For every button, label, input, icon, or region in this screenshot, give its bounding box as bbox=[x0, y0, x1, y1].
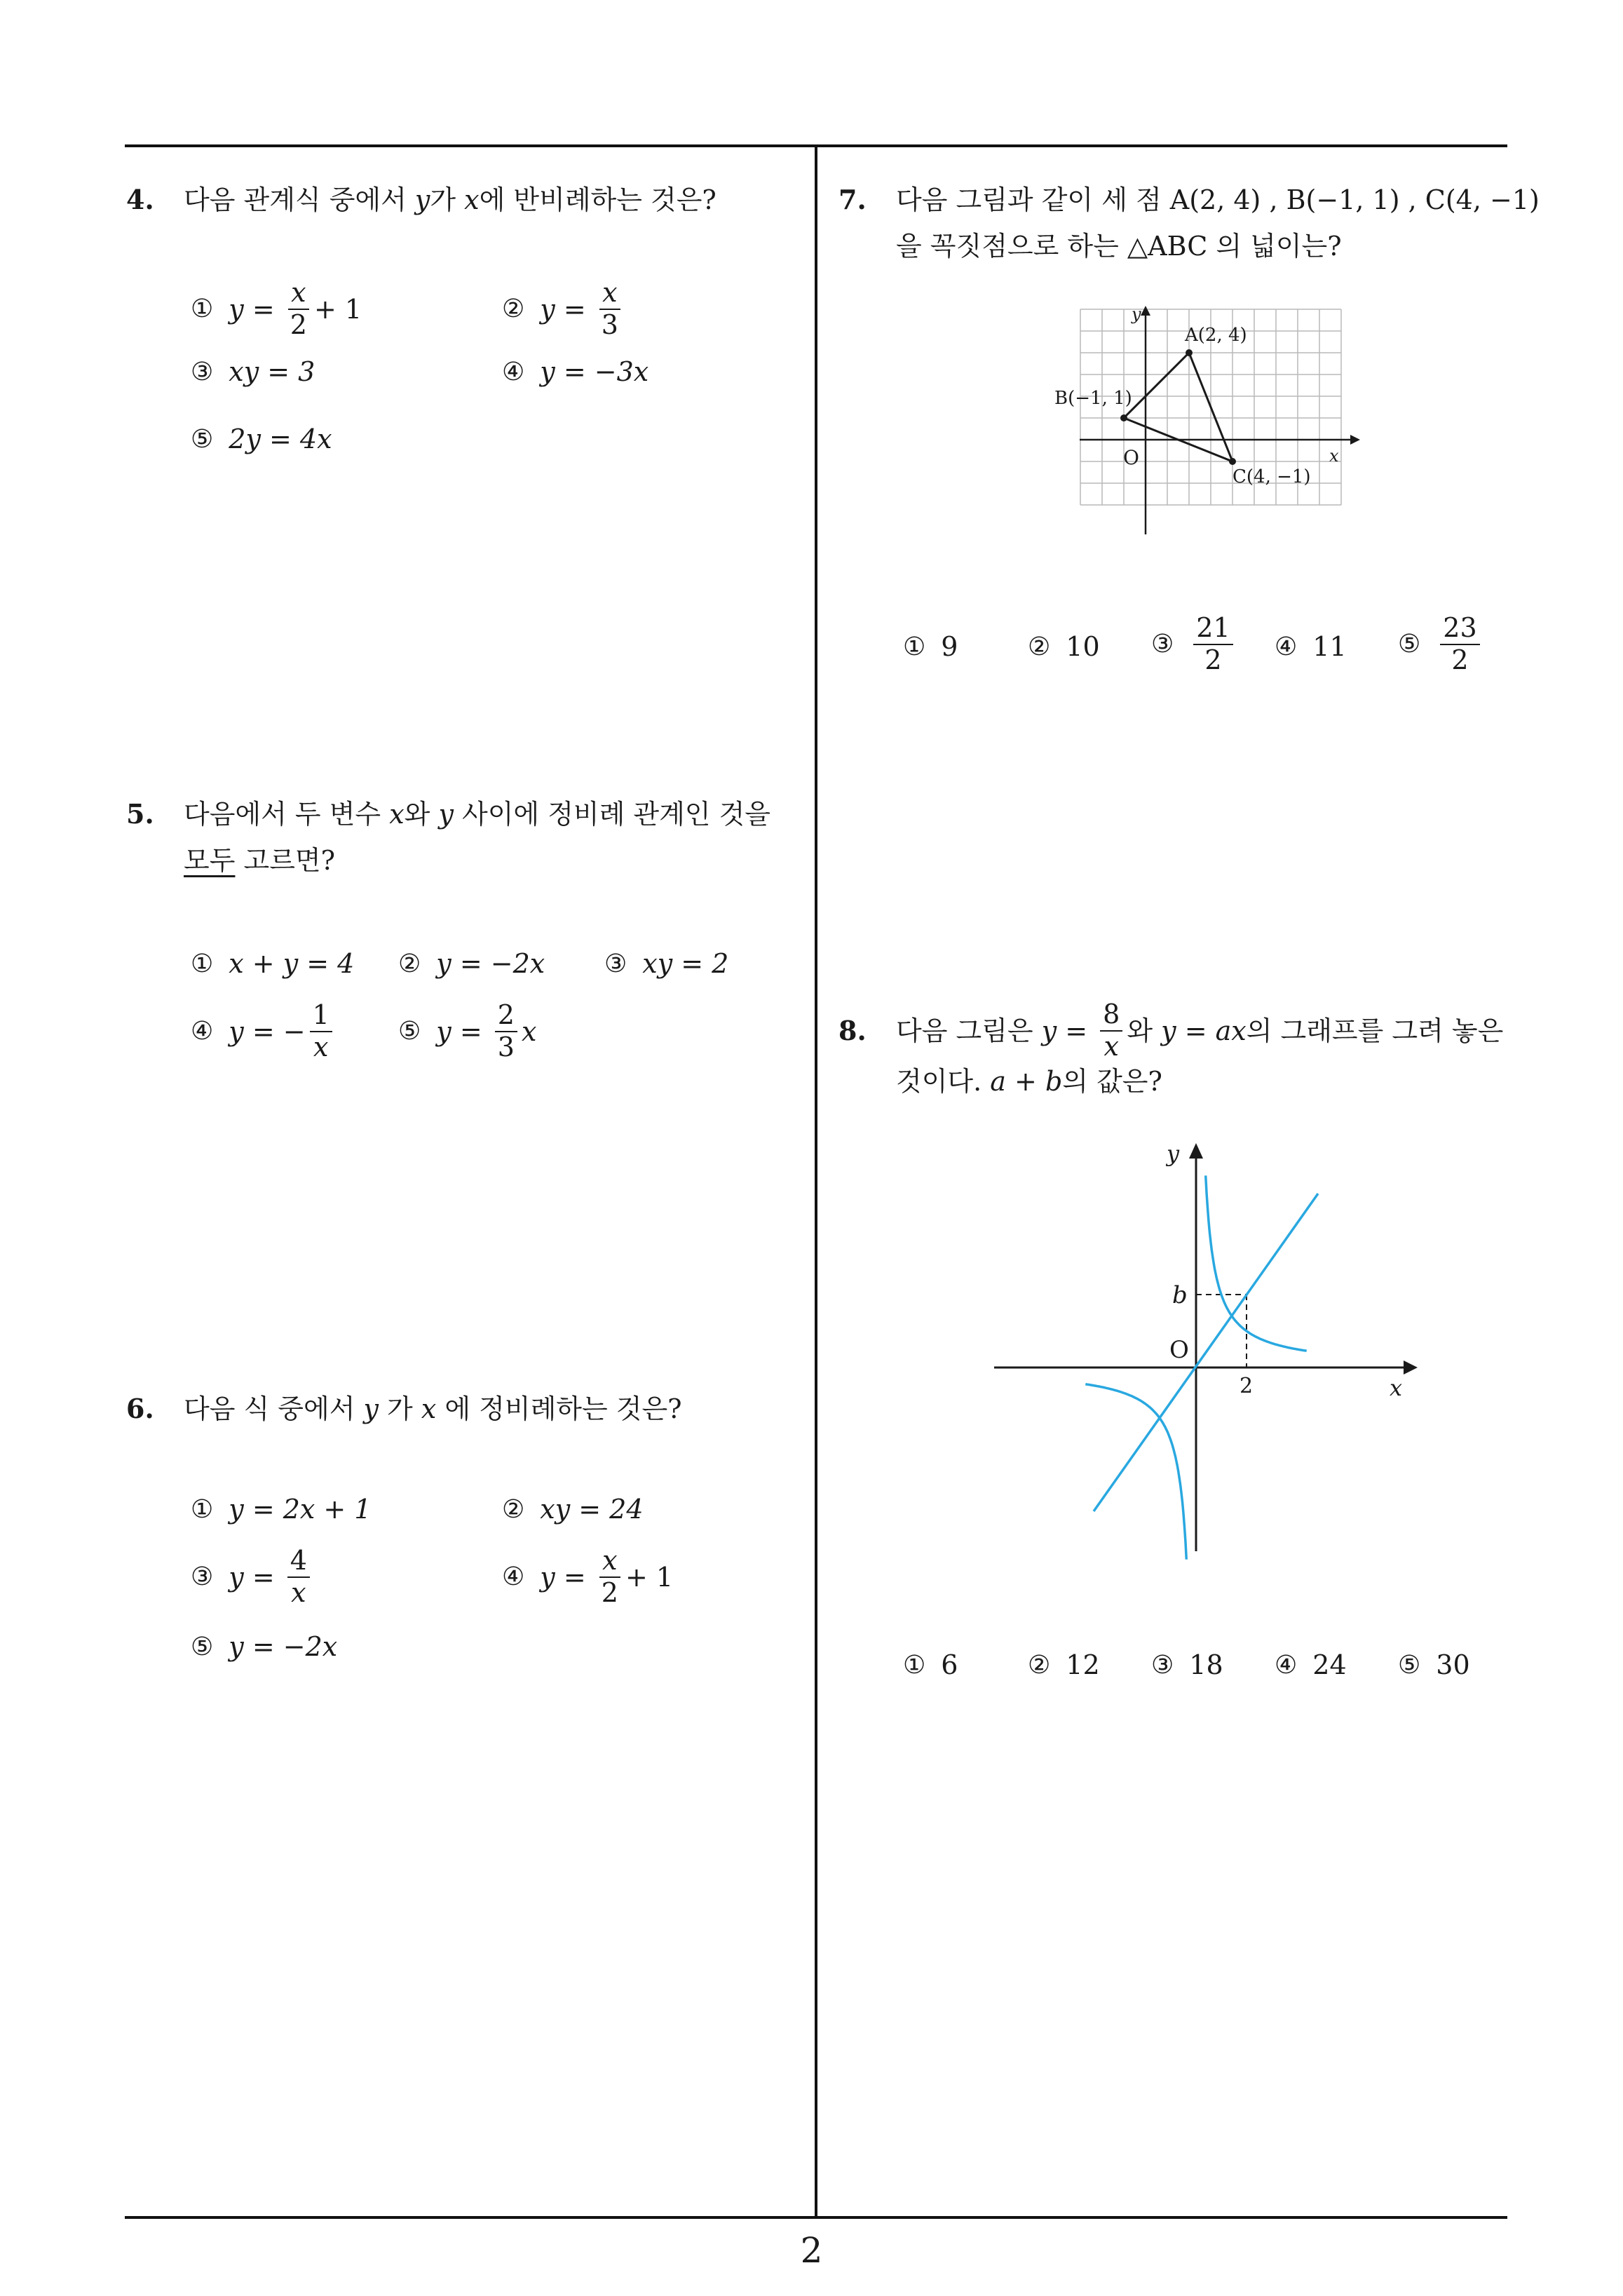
q5-option-2[interactable] bbox=[398, 948, 545, 979]
option-marker: ⑤ bbox=[191, 1632, 214, 1661]
fraction bbox=[599, 279, 621, 339]
option-text: x + y = 4 bbox=[229, 948, 355, 979]
bottom-rule bbox=[125, 2216, 1507, 2219]
stem-text: 의 값은? bbox=[1062, 1066, 1162, 1097]
stem-text: 에 정비례하는 것은? bbox=[436, 1393, 682, 1424]
option-marker: ⑤ bbox=[191, 424, 214, 454]
label-origin: O bbox=[1169, 1336, 1189, 1364]
hyperbola-branch-1 bbox=[1206, 1175, 1307, 1351]
question-stem bbox=[896, 177, 1540, 269]
stem-line-1: 다음 그림과 같이 세 점 A(2, 4) , B(−1, 1) , C(4, −1) bbox=[896, 184, 1540, 215]
x-axis-arrow-icon bbox=[1404, 1360, 1418, 1375]
option-text: y = bbox=[540, 1561, 595, 1593]
stem-text: 에 반비례하는 것은? bbox=[479, 184, 717, 215]
stem-text: 와 bbox=[404, 799, 439, 830]
option-text: 2y = 4x bbox=[229, 424, 332, 454]
stem-line-2 bbox=[896, 1062, 1540, 1101]
question-number: 7. bbox=[838, 184, 867, 215]
denominator: 3 bbox=[497, 1031, 515, 1062]
numerator: x bbox=[288, 279, 308, 310]
option-marker: ④ bbox=[502, 357, 525, 386]
numerator: x bbox=[599, 279, 620, 310]
fraction bbox=[1440, 614, 1479, 675]
option-marker: ② bbox=[1028, 1650, 1051, 1680]
option-text: 30 bbox=[1436, 1649, 1470, 1680]
q7-option-1[interactable] bbox=[903, 631, 958, 662]
hyperbola-branch-2 bbox=[1085, 1384, 1186, 1560]
denominator: x bbox=[313, 1031, 329, 1062]
question-number: 6. bbox=[126, 1393, 154, 1424]
option-marker: ③ bbox=[1151, 1650, 1174, 1680]
q6-option-4[interactable] bbox=[502, 1547, 673, 1607]
q4-option-4[interactable] bbox=[502, 356, 648, 387]
stem-line-2 bbox=[184, 837, 813, 884]
var-x: x bbox=[421, 1393, 437, 1424]
option-text: 10 bbox=[1066, 631, 1100, 662]
label-a: A(2, 4) bbox=[1185, 325, 1247, 346]
var-x: x bbox=[464, 184, 480, 215]
option-text: 6 bbox=[941, 1649, 958, 1680]
option-marker: ④ bbox=[1275, 1650, 1298, 1680]
q4-option-5[interactable] bbox=[191, 424, 332, 454]
equation-text: y = ax bbox=[1161, 1015, 1247, 1046]
question-number: 8. bbox=[838, 1015, 867, 1046]
q8-option-3[interactable] bbox=[1151, 1649, 1223, 1680]
option-marker: ① bbox=[903, 1650, 926, 1680]
numerator: 2 bbox=[495, 1001, 517, 1032]
q5-option-4[interactable] bbox=[191, 1001, 337, 1062]
option-text: x bbox=[521, 1015, 537, 1047]
q6-option-5[interactable] bbox=[191, 1631, 337, 1662]
numerator: 23 bbox=[1440, 614, 1479, 645]
y-axis-arrow-icon bbox=[1189, 1143, 1203, 1159]
option-marker: ④ bbox=[1275, 632, 1298, 661]
var-x: x bbox=[389, 799, 405, 830]
option-text: y = −2x bbox=[436, 948, 545, 979]
q4-option-2[interactable] bbox=[502, 279, 625, 339]
question-5 bbox=[126, 791, 813, 884]
stem-text: 와 bbox=[1127, 1015, 1162, 1046]
question-number: 4. bbox=[126, 184, 154, 215]
fraction bbox=[287, 1547, 310, 1607]
stem-line-1 bbox=[184, 791, 813, 837]
q7-option-2[interactable] bbox=[1028, 631, 1100, 662]
q8-option-5[interactable] bbox=[1398, 1649, 1470, 1680]
point-a bbox=[1186, 349, 1193, 356]
option-text: xy = 24 bbox=[540, 1494, 644, 1525]
option-text: y = −3x bbox=[540, 356, 649, 387]
line-y-ax bbox=[1094, 1194, 1318, 1511]
option-marker: ① bbox=[191, 295, 214, 324]
numerator: 1 bbox=[310, 1001, 332, 1032]
stem-text: 가 bbox=[430, 184, 465, 215]
stem-text: 사이에 정비례 관계인 것을 bbox=[453, 799, 771, 830]
denominator: 2 bbox=[1204, 644, 1222, 675]
question-stem bbox=[184, 791, 813, 884]
label-y-axis: y bbox=[1167, 1140, 1180, 1167]
label-origin: O bbox=[1123, 446, 1139, 469]
stem-text: 다음 관계식 중에서 bbox=[184, 184, 415, 215]
label-x-axis: x bbox=[1390, 1375, 1403, 1401]
var-y: y bbox=[363, 1393, 379, 1424]
fraction bbox=[1193, 614, 1232, 675]
option-marker: ② bbox=[502, 295, 525, 324]
label-y-axis: y bbox=[1132, 304, 1141, 324]
fraction bbox=[1100, 1001, 1122, 1061]
question-stem bbox=[184, 1386, 799, 1432]
equation-text: a + b bbox=[990, 1066, 1063, 1097]
q5-option-5[interactable] bbox=[398, 1001, 536, 1062]
equation-text: y = bbox=[1041, 1015, 1096, 1046]
label-2: 2 bbox=[1240, 1374, 1254, 1398]
question-number: 5. bbox=[126, 798, 154, 830]
option-marker: ② bbox=[398, 949, 421, 978]
label-c: C(4, −1) bbox=[1232, 466, 1311, 487]
question-6 bbox=[126, 1386, 799, 1432]
option-marker: ⑤ bbox=[398, 1017, 421, 1046]
q4-option-3[interactable] bbox=[191, 356, 315, 387]
stem-text: 다음 그림은 bbox=[896, 1015, 1042, 1046]
option-text: 24 bbox=[1312, 1649, 1347, 1680]
column-divider bbox=[815, 146, 817, 2217]
q8-option-4[interactable] bbox=[1275, 1649, 1347, 1680]
option-text: + 1 bbox=[313, 293, 362, 325]
option-text: y = − bbox=[229, 1015, 306, 1047]
q5-option-1[interactable] bbox=[191, 948, 354, 979]
triangle-grid-figure bbox=[1054, 304, 1360, 534]
option-text: y = bbox=[540, 293, 595, 325]
option-marker: ⑤ bbox=[1398, 1650, 1421, 1680]
option-marker: ③ bbox=[1151, 630, 1174, 659]
q7-option-5[interactable] bbox=[1398, 614, 1484, 675]
fraction bbox=[287, 279, 310, 339]
denominator: x bbox=[291, 1576, 306, 1608]
fraction bbox=[310, 1001, 332, 1062]
q8-option-1[interactable] bbox=[903, 1649, 958, 1680]
numerator: x bbox=[599, 1547, 620, 1578]
x-axis-arrow-icon bbox=[1350, 435, 1360, 445]
option-text: y = 2x + 1 bbox=[229, 1494, 372, 1525]
option-text: 11 bbox=[1312, 631, 1347, 662]
option-marker: ② bbox=[502, 1494, 525, 1524]
stem-text: 의 그래프를 그려 놓은 bbox=[1246, 1015, 1504, 1046]
numerator: 8 bbox=[1100, 1001, 1122, 1032]
option-text: xy = 2 bbox=[642, 948, 729, 979]
var-y: y bbox=[438, 799, 454, 830]
stem-line-2: 을 꼭짓점으로 하는 △ABC 의 넓이는? bbox=[896, 231, 1342, 262]
label-b: B(−1, 1) bbox=[1054, 388, 1132, 409]
page-number: 2 bbox=[800, 2230, 823, 2271]
q4-option-1[interactable] bbox=[191, 279, 362, 339]
option-text: y = −2x bbox=[229, 1631, 338, 1662]
question-7 bbox=[838, 177, 1540, 269]
option-marker: ④ bbox=[191, 1017, 214, 1046]
q7-option-4[interactable] bbox=[1275, 631, 1347, 662]
graph-figure bbox=[989, 1136, 1423, 1557]
stem-emphasis: 모두 bbox=[184, 845, 236, 876]
numerator: 21 bbox=[1193, 614, 1232, 645]
option-marker: ③ bbox=[191, 357, 214, 386]
q5-option-3[interactable] bbox=[604, 948, 728, 979]
fraction bbox=[495, 1001, 517, 1062]
option-marker: ⑤ bbox=[1398, 630, 1421, 659]
option-text: xy = 3 bbox=[229, 356, 315, 387]
q6-option-3[interactable] bbox=[191, 1547, 314, 1607]
question-stem bbox=[896, 1000, 1540, 1101]
q6-option-1[interactable] bbox=[191, 1494, 372, 1525]
fraction bbox=[599, 1547, 621, 1607]
stem-text: 다음 식 중에서 bbox=[184, 1393, 364, 1424]
option-text: 18 bbox=[1189, 1649, 1223, 1680]
option-marker: ① bbox=[191, 1494, 214, 1524]
question-8 bbox=[838, 1000, 1540, 1101]
question-4 bbox=[126, 177, 799, 223]
option-text: 12 bbox=[1066, 1649, 1100, 1680]
q7-option-3[interactable] bbox=[1151, 614, 1237, 675]
option-marker: ④ bbox=[502, 1562, 525, 1592]
stem-text: 가 bbox=[378, 1393, 421, 1424]
numerator: 4 bbox=[287, 1547, 310, 1578]
label-b: b bbox=[1172, 1281, 1188, 1309]
question-stem bbox=[184, 177, 799, 223]
denominator: 2 bbox=[290, 309, 307, 340]
option-text: y = bbox=[229, 293, 283, 325]
option-marker: ② bbox=[1028, 632, 1051, 661]
q8-option-2[interactable] bbox=[1028, 1649, 1100, 1680]
option-marker: ① bbox=[903, 632, 926, 661]
option-text: 9 bbox=[941, 631, 958, 662]
var-y: y bbox=[414, 184, 430, 215]
denominator: x bbox=[1103, 1031, 1119, 1062]
label-x-axis: x bbox=[1329, 446, 1339, 466]
option-marker: ③ bbox=[191, 1562, 214, 1592]
stem-line-1 bbox=[896, 1000, 1540, 1062]
triangle-abc bbox=[1124, 353, 1232, 461]
denominator: 2 bbox=[1451, 644, 1469, 675]
option-marker: ③ bbox=[604, 949, 627, 978]
option-marker: ① bbox=[191, 949, 214, 978]
point-c bbox=[1229, 458, 1236, 465]
denominator: 3 bbox=[601, 309, 618, 340]
denominator: 2 bbox=[601, 1576, 618, 1608]
option-text: y = bbox=[436, 1015, 491, 1047]
q6-option-2[interactable] bbox=[502, 1494, 644, 1525]
option-text: + 1 bbox=[625, 1561, 674, 1593]
option-text: y = bbox=[229, 1561, 283, 1593]
stem-text: 것이다. bbox=[896, 1066, 991, 1097]
point-b bbox=[1120, 414, 1127, 421]
y-axis-arrow-icon bbox=[1141, 306, 1150, 316]
stem-text: 고르면? bbox=[235, 845, 335, 876]
stem-text: 다음에서 두 변수 bbox=[184, 799, 390, 830]
